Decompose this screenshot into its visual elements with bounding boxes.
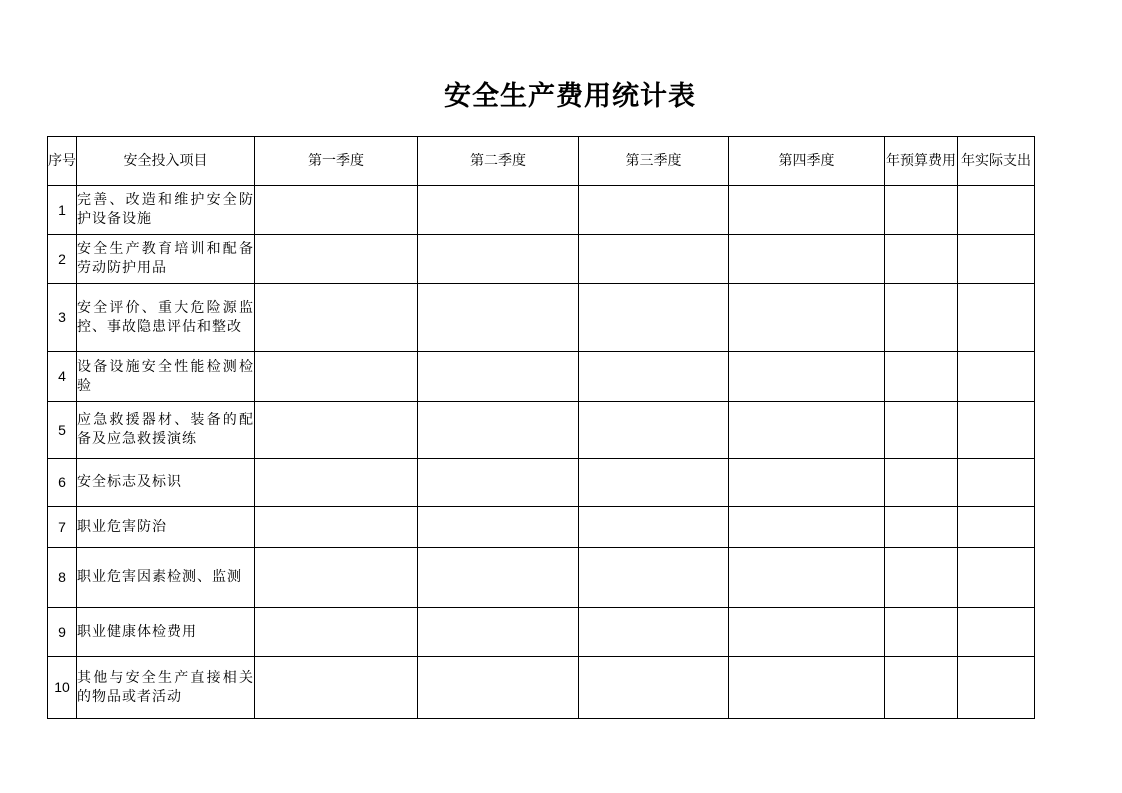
cell-q3[interactable] <box>579 352 729 402</box>
row-seq: 2 <box>48 235 77 284</box>
cell-q4[interactable] <box>729 235 885 284</box>
cell-q4[interactable] <box>729 284 885 352</box>
row-seq: 8 <box>48 548 77 608</box>
cell-actual[interactable] <box>958 507 1035 548</box>
cell-q2[interactable] <box>418 402 579 459</box>
cell-actual[interactable] <box>958 459 1035 507</box>
cell-q4[interactable] <box>729 548 885 608</box>
cell-actual[interactable] <box>958 608 1035 657</box>
header-seq: 序号 <box>48 137 77 186</box>
row-seq: 6 <box>48 459 77 507</box>
header-row <box>48 137 1035 186</box>
header-item: 安全投入项目 <box>77 137 255 186</box>
row-item: 其他与安全生产直接相关的物品或者活动 <box>77 657 255 719</box>
cell-q2[interactable] <box>418 608 579 657</box>
row-seq: 4 <box>48 352 77 402</box>
cell-q4[interactable] <box>729 507 885 548</box>
row-seq: 5 <box>48 402 77 459</box>
cell-q3[interactable] <box>579 548 729 608</box>
table-row <box>48 657 1035 719</box>
cell-q2[interactable] <box>418 548 579 608</box>
cell-budget[interactable] <box>885 352 958 402</box>
cell-q1[interactable] <box>255 235 418 284</box>
header-q4: 第四季度 <box>729 137 885 186</box>
table-row <box>48 459 1035 507</box>
row-item: 完善、改造和维护安全防护设备设施 <box>77 186 255 235</box>
cell-q4[interactable] <box>729 186 885 235</box>
header-q2: 第二季度 <box>418 137 579 186</box>
cell-q2[interactable] <box>418 186 579 235</box>
cell-q4[interactable] <box>729 608 885 657</box>
row-item: 应急救援器材、装备的配备及应急救援演练 <box>77 402 255 459</box>
cell-budget[interactable] <box>885 402 958 459</box>
cell-q3[interactable] <box>579 608 729 657</box>
cell-q4[interactable] <box>729 657 885 719</box>
row-item: 安全标志及标识 <box>77 459 255 507</box>
cell-actual[interactable] <box>958 402 1035 459</box>
cell-q2[interactable] <box>418 284 579 352</box>
row-item: 职业危害防治 <box>77 507 255 548</box>
header-q3: 第三季度 <box>579 137 729 186</box>
cell-q1[interactable] <box>255 186 418 235</box>
cell-q3[interactable] <box>579 657 729 719</box>
row-item: 安全生产教育培训和配备劳动防护用品 <box>77 235 255 284</box>
cell-q4[interactable] <box>729 352 885 402</box>
cell-actual[interactable] <box>958 284 1035 352</box>
row-item: 设备设施安全性能检测检验 <box>77 352 255 402</box>
row-item: 职业危害因素检测、监测 <box>77 548 255 608</box>
cell-q1[interactable] <box>255 507 418 548</box>
header-actual: 年实际支出 <box>958 137 1035 186</box>
table-row <box>48 608 1035 657</box>
cell-budget[interactable] <box>885 459 958 507</box>
cell-q1[interactable] <box>255 402 418 459</box>
cell-q3[interactable] <box>579 507 729 548</box>
cell-actual[interactable] <box>958 235 1035 284</box>
table-row <box>48 186 1035 235</box>
row-seq: 1 <box>48 186 77 235</box>
table-row <box>48 352 1035 402</box>
cell-q2[interactable] <box>418 507 579 548</box>
cell-budget[interactable] <box>885 235 958 284</box>
row-seq: 7 <box>48 507 77 548</box>
cell-q2[interactable] <box>418 352 579 402</box>
cell-q3[interactable] <box>579 186 729 235</box>
table-row <box>48 548 1035 608</box>
cell-budget[interactable] <box>885 657 958 719</box>
cell-q1[interactable] <box>255 459 418 507</box>
cell-q1[interactable] <box>255 352 418 402</box>
header-q1: 第一季度 <box>255 137 418 186</box>
page-title: 安全生产费用统计表 <box>444 81 696 112</box>
header-budget: 年预算费用 <box>885 137 958 186</box>
cell-actual[interactable] <box>958 186 1035 235</box>
row-seq: 9 <box>48 608 77 657</box>
cell-budget[interactable] <box>885 608 958 657</box>
cell-q1[interactable] <box>255 657 418 719</box>
cell-actual[interactable] <box>958 657 1035 719</box>
cell-q3[interactable] <box>579 459 729 507</box>
row-seq: 3 <box>48 284 77 352</box>
cell-q3[interactable] <box>579 235 729 284</box>
table-row <box>48 402 1035 459</box>
cell-budget[interactable] <box>885 186 958 235</box>
cell-q3[interactable] <box>579 402 729 459</box>
row-item: 职业健康体检费用 <box>77 608 255 657</box>
cell-q2[interactable] <box>418 235 579 284</box>
cell-q4[interactable] <box>729 402 885 459</box>
cell-budget[interactable] <box>885 284 958 352</box>
cell-actual[interactable] <box>958 352 1035 402</box>
cell-budget[interactable] <box>885 507 958 548</box>
table-row <box>48 284 1035 352</box>
row-seq: 10 <box>48 657 77 719</box>
table-row <box>48 507 1035 548</box>
cell-q1[interactable] <box>255 608 418 657</box>
cell-budget[interactable] <box>885 548 958 608</box>
cell-q1[interactable] <box>255 284 418 352</box>
cell-q1[interactable] <box>255 548 418 608</box>
cell-q2[interactable] <box>418 459 579 507</box>
cell-q3[interactable] <box>579 284 729 352</box>
expense-table <box>47 136 1035 719</box>
row-item: 安全评价、重大危险源监控、事故隐患评估和整改 <box>77 284 255 352</box>
cell-q4[interactable] <box>729 459 885 507</box>
table-row <box>48 235 1035 284</box>
cell-q2[interactable] <box>418 657 579 719</box>
cell-actual[interactable] <box>958 548 1035 608</box>
